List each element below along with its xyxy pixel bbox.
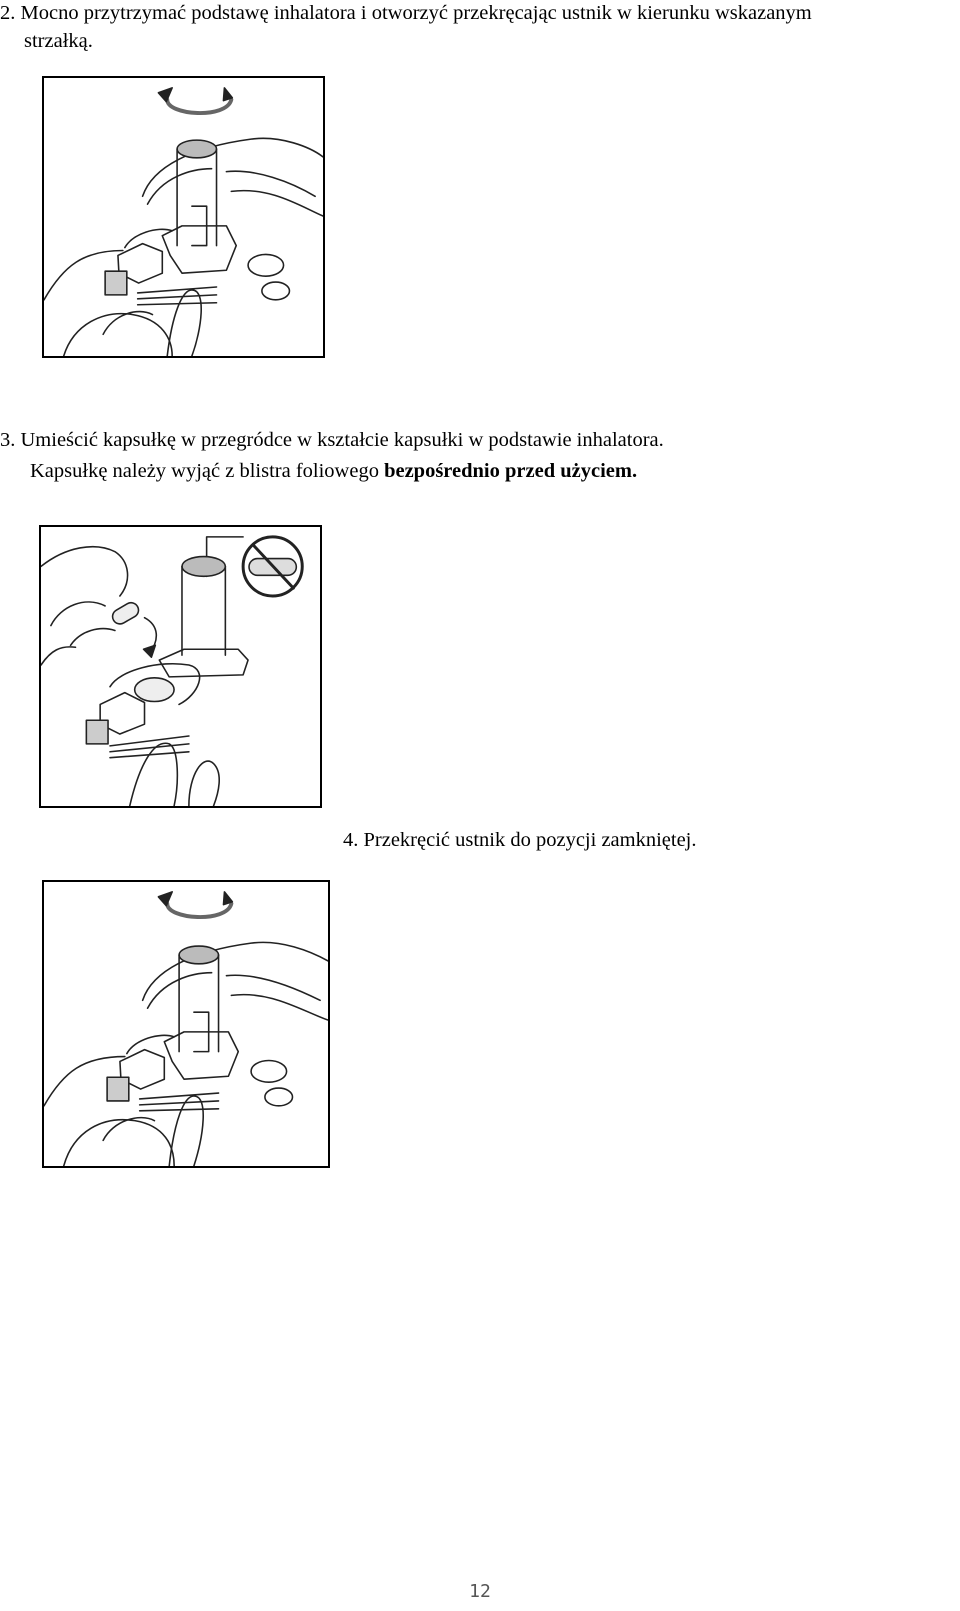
- step3-instruction-bold: bezpośrednio przed użyciem.: [384, 460, 638, 482]
- step3-instruction-line1: 3. Umieścić kapsułkę w przegródce w kształcie kapsułki w podstawie inhalatora.: [0, 429, 664, 451]
- step3-instruction-plain: Kapsułkę należy wyjąć z blistra foliowego: [30, 460, 385, 482]
- rotate-arrow-icon: [158, 88, 232, 113]
- rotate-arrow-icon: [158, 892, 232, 917]
- inhaler-open-rotate-illustration: [42, 76, 325, 358]
- step4-instruction-line1: 4. Przekręcić ustnik do pozycji zamkniętej.: [343, 829, 697, 851]
- inhaler-close-rotate-illustration: [42, 880, 330, 1168]
- step2-instruction-line1: 2. Mocno przytrzymać podstawę inhalatora i otworzyć przekręcając ustnik w kierunku wskazanym: [0, 2, 812, 24]
- inhaler-insert-capsule-illustration: [39, 525, 322, 808]
- step2-instruction-line2: strzałką.: [24, 30, 93, 52]
- step3-instruction-line2: [30, 456, 637, 486]
- page-number: 12: [469, 1581, 491, 1602]
- prohibited-capsule-icon: [243, 537, 302, 596]
